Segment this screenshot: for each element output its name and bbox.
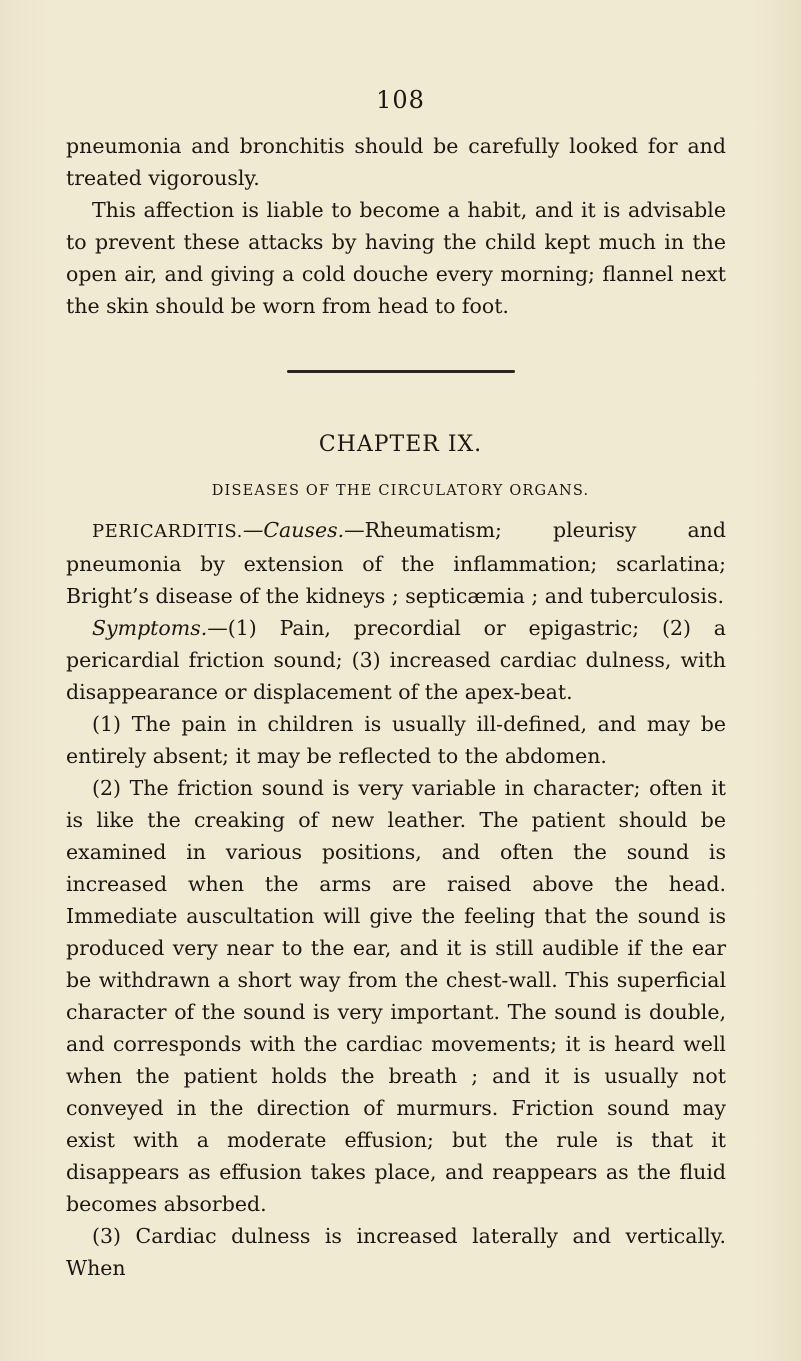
causes-label: —Causes. [242, 518, 345, 542]
paragraph-point-1: (1) The pain in children is usually ill-defined, and may be entirely absent; it may be reflected to the abdomen. [66, 712, 726, 768]
paragraph: pneumonia and bronchitis should be carefully looked for and treated vigorously. [66, 134, 726, 190]
section-title: DISEASES OF THE CIRCULATORY ORGANS. [211, 483, 590, 499]
symptoms-label: Symptoms. [92, 616, 208, 640]
paragraph: This affection is liable to become a habit, and it is advisable to prevent these attacks by having the child kept much in the open air, and giving a cold douche every morning; flannel next the skin should be worn from head to foot. [66, 198, 726, 318]
pericarditis-section [66, 514, 726, 1284]
paragraph-point-3: (3) Cardiac dulness is increased laterally and vertically. When [66, 1224, 726, 1280]
intro-text [66, 130, 726, 322]
page-number: 108 [376, 86, 425, 114]
paragraph-point-2: (2) The friction sound is very variable in character; often it is like the creaking of new leather. The patient should be examined in various positions, and often the sound is increased when the arms are raised above the head. Immediate auscultation will give the feeling that the sound is produced very near to the ear, and it is still audible if the ear be withdrawn a short way from the chest-wall. This superficial character of the sound is very important. The sound is double, and corresponds with the cardiac movements; it is heard well when the patient holds the breath ; and it is usually not conveyed in the direction of murmurs. Friction sound may exist with a moderate effusion; but the rule is that it disappears as effusion takes place, and reappears as the fluid becomes absorbed. [66, 776, 726, 1216]
chapter-title: CHAPTER IX. [318, 432, 483, 457]
section-divider [287, 370, 515, 373]
section-heading: PERICARDITIS. [92, 521, 243, 542]
paragraph-symptoms [66, 612, 726, 708]
paragraph-causes [66, 514, 726, 612]
symptoms-text: —(1) Pain, precordial or epigastric; (2) a pericardial friction sound; (3) increased cardiac dulness, with disappearance or displacement of the apex-beat. [66, 616, 726, 704]
causes-text: —Rheumatism; pleurisy and pneumonia by extension of the inflammation; scarlatina; Bright’s disease of the kidneys ; septicæmia ; and tuberculosis. [66, 518, 726, 608]
